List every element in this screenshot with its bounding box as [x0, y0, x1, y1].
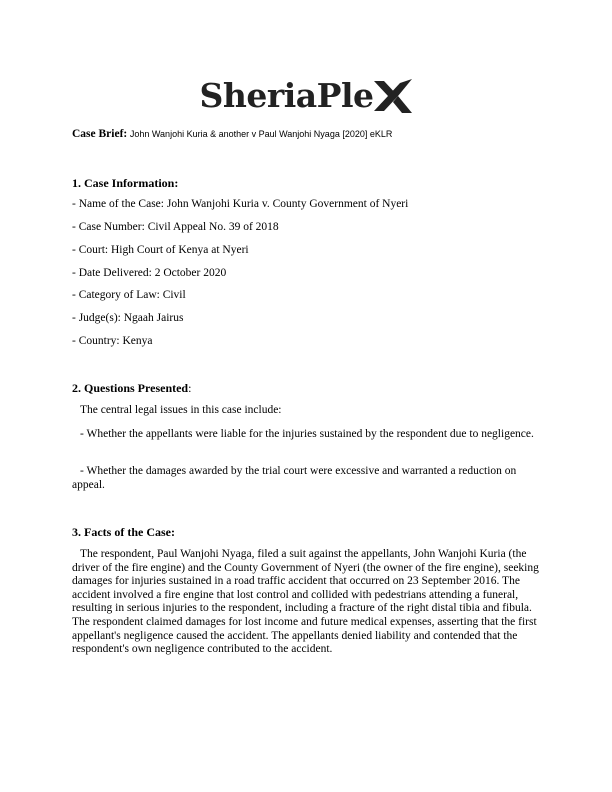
- case-info-item: - Court: High Court of Kenya at Nyeri: [72, 244, 249, 256]
- case-info-item: - Category of Law: Civil: [72, 289, 186, 301]
- case-brief-title: John Wanjohi Kuria & another v Paul Wanjohi Nyaga [2020] eKLR: [129, 129, 393, 139]
- logo-text: SheriaPle: [199, 76, 374, 115]
- case-info-item: - Name of the Case: John Wanjohi Kuria v. County Government of Nyeri: [72, 198, 409, 210]
- section-heading-case-information: 1. Case Information:: [72, 176, 179, 190]
- case-brief-line: [72, 128, 392, 140]
- case-info-item: - Judge(s): Ngaah Jairus: [72, 312, 184, 324]
- question-item: - Whether the damages awarded by the trial court were excessive and warranted a reduction on appeal.: [72, 465, 517, 491]
- questions-intro: The central legal issues in this case include:: [80, 404, 282, 416]
- section-heading-questions-presented: 2. Questions Presented:: [72, 381, 192, 395]
- case-info-item: - Case Number: Civil Appeal No. 39 of 2018: [72, 221, 279, 233]
- x-mark-icon: [374, 79, 412, 113]
- question-item: - Whether the appellants were liable for the injuries sustained by the respondent due to negligence.: [80, 428, 534, 440]
- section-heading-facts: 3. Facts of the Case:: [72, 525, 175, 539]
- sheriaplex-logo: [0, 76, 612, 115]
- facts-paragraph: The respondent, Paul Wanjohi Nyaga, filed a suit against the appellants, John Wanjohi Kuria (the driver of the fire engine) and the County Government of Nyeri (the owner of the fire engine), seeking damages for injuries sustained in a road traffic accident that occurred on 23 September 2016. The accident involved a fire engine that lost control and collided with pedestrians attending a funeral, resulting in serious injuries to the respondent, including a fracture of the right distal tibia and fibula. The respondent claimed damages for lost income and future medical expenses, asserting that the first appellant's negligence caused the accident. The appellants denied liability and contended that the respondent's own negligence contributed to the accident.: [72, 548, 539, 656]
- case-brief-label: Case Brief:: [72, 128, 128, 140]
- case-info-item: - Country: Kenya: [72, 335, 153, 347]
- case-info-item: - Date Delivered: 2 October 2020: [72, 267, 227, 279]
